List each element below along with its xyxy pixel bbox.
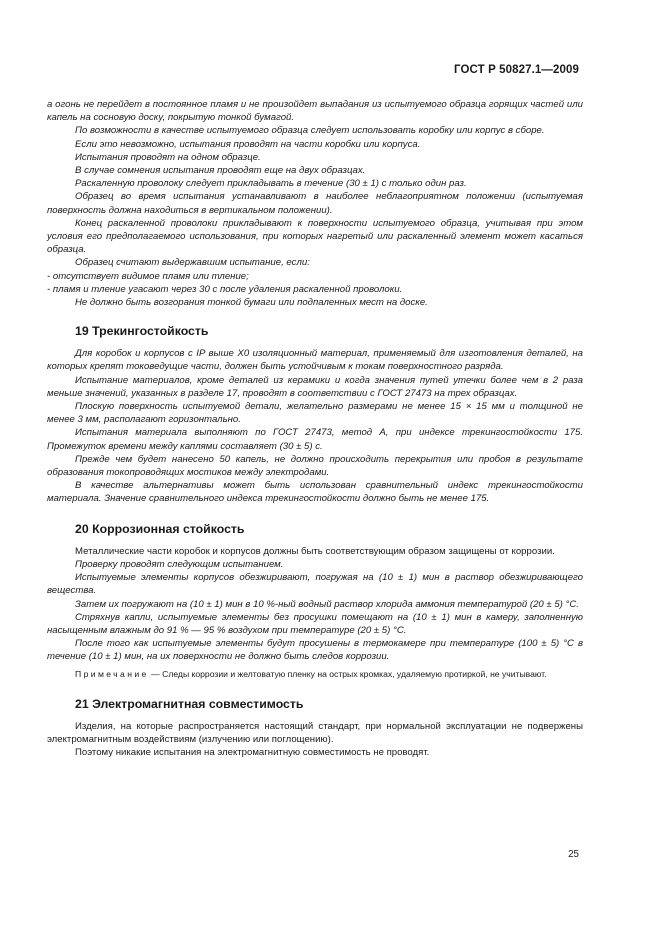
paragraph: Поэтому никакие испытания на электромагнитную совместимость не проводят. xyxy=(75,747,430,759)
paragraph: Стряхнув капли, испытуемые элементы без просушки помещают на (10 ± 1) мин в камеру, заполненную насыщенным влажным до 91 % — 95 % воздухом при температуре (20 ± 5) °С. xyxy=(47,611,583,636)
section-heading-20: 20 Коррозионная стойкость xyxy=(75,521,245,536)
paragraph: Изделия, на которые распространяется настоящий стандарт, при нормальной эксплуатации не подвержены электромагнитным воздействиям (излучению или поглощению). xyxy=(47,721,583,746)
paragraph: Конец раскаленной проволоки прикладывают к поверхности испытуемого образца, учитывая при этом условия его предполагаемого использования, при которых нагретый или раскаленный элемент может касаться образца. xyxy=(47,217,583,256)
note xyxy=(47,668,583,681)
paragraph: Испытание материалов, кроме деталей из керамики и когда значения путей утечки более чем в 2 раза меньше значений, указанных в разделе 17, проводят в соответствии с ГОСТ 27473 на трех образцах. xyxy=(47,374,583,399)
paragraph: Затем их погружают на (10 ± 1) мин в 10 %-ный водный раствор хлорида аммония температурой (20 ± 5) °С. xyxy=(75,598,579,610)
paragraph: В качестве альтернативы может быть использован сравнительный индекс трекингостойкости материала. Значение сравнительного индекса трекингостойкости должно быть не менее 175. xyxy=(47,480,583,505)
paragraph: а огонь не перейдет в постоянное пламя и не произойдет выпадания из испытуемого образца горящих частей или капель на сосновую доску, покрытую тонкой бумагой. xyxy=(47,99,583,124)
section-heading-19: 19 Трекингостойкость xyxy=(75,324,209,339)
paragraph: Образец считают выдержавшим испытание, если: xyxy=(75,257,310,269)
paragraph: Прежде чем будет нанесено 50 капель, не должно происходить перекрытия или пробоя в результате образования токопроводящих мостиков между электродами. xyxy=(47,453,583,479)
paragraph: После того как испытуемые элементы будут просушены в термокамере при температуре (100 ± 5) °С в течение (10 ± 1) мин, на их поверхности не должно быть следов коррозии. xyxy=(47,638,583,663)
paragraph: Раскаленную проволоку следует прикладывать в течение (30 ± 1) с только один раз. xyxy=(75,178,467,190)
list-item: - отсутствует видимое пламя или тление; xyxy=(47,270,249,282)
section-heading-21: 21 Электромагнитная совместимость xyxy=(75,697,304,712)
paragraph: Проверку проводят следующим испытанием. xyxy=(75,558,284,570)
paragraph: Испытуемые элементы корпусов обезжиривают, погружая на (10 ± 1) мин в раствор обезжиривающего вещества. xyxy=(47,572,583,597)
paragraph: Не должно быть возгорания тонкой бумаги или подпаленных мест на доске. xyxy=(75,297,428,309)
paragraph: Испытания проводят на одном образце. xyxy=(75,151,261,163)
paragraph: В случае сомнения испытания проводят еще на двух образцах. xyxy=(75,165,366,177)
page-number: 25 xyxy=(568,849,579,860)
paragraph: Если это невозможно, испытания проводят на части коробки или корпуса. xyxy=(75,138,421,150)
document-id: ГОСТ Р 50827.1—2009 xyxy=(454,64,579,76)
list-item: - пламя и тление угасают через 30 с после удаления раскаленной проволоки. xyxy=(47,283,403,295)
paragraph: Металлические части коробок и корпусов должны быть соответствующим образом защищены от коррозии. xyxy=(75,545,555,557)
paragraph: Для коробок и корпусов с IP выше X0 изоляционный материал, применяемый для изготовления деталей, на которых крепят токоведущие части, должен быть устойчивым к токам поверхностного разряда. xyxy=(47,348,583,373)
note-text: — Следы коррозии и желтоватую пленку на острых кромках, удаляемую протиркой, не учитывают. xyxy=(148,668,547,679)
page-content xyxy=(47,98,583,760)
paragraph: По возможности в качестве испытуемого образца следует использовать коробку или корпус в сборе. xyxy=(75,125,545,137)
paragraph: Образец во время испытания устанавливают в наиболее неблагоприятном положении (испытуемая поверхность должна находиться в вертикальном положении). xyxy=(47,191,583,216)
paragraph: Плоскую поверхность испытуемой детали, желательно размерами не менее 15 × 15 мм и толщиной не менее 3 мм, располагают горизонтально. xyxy=(47,401,583,426)
paragraph: Испытания материала выполняют по ГОСТ 27473, метод А, при индексе трекингостойкости 175. Промежуток времени между каплями составляет (30 ± 5) с. xyxy=(47,427,583,452)
note-label: Примечание xyxy=(75,668,149,679)
